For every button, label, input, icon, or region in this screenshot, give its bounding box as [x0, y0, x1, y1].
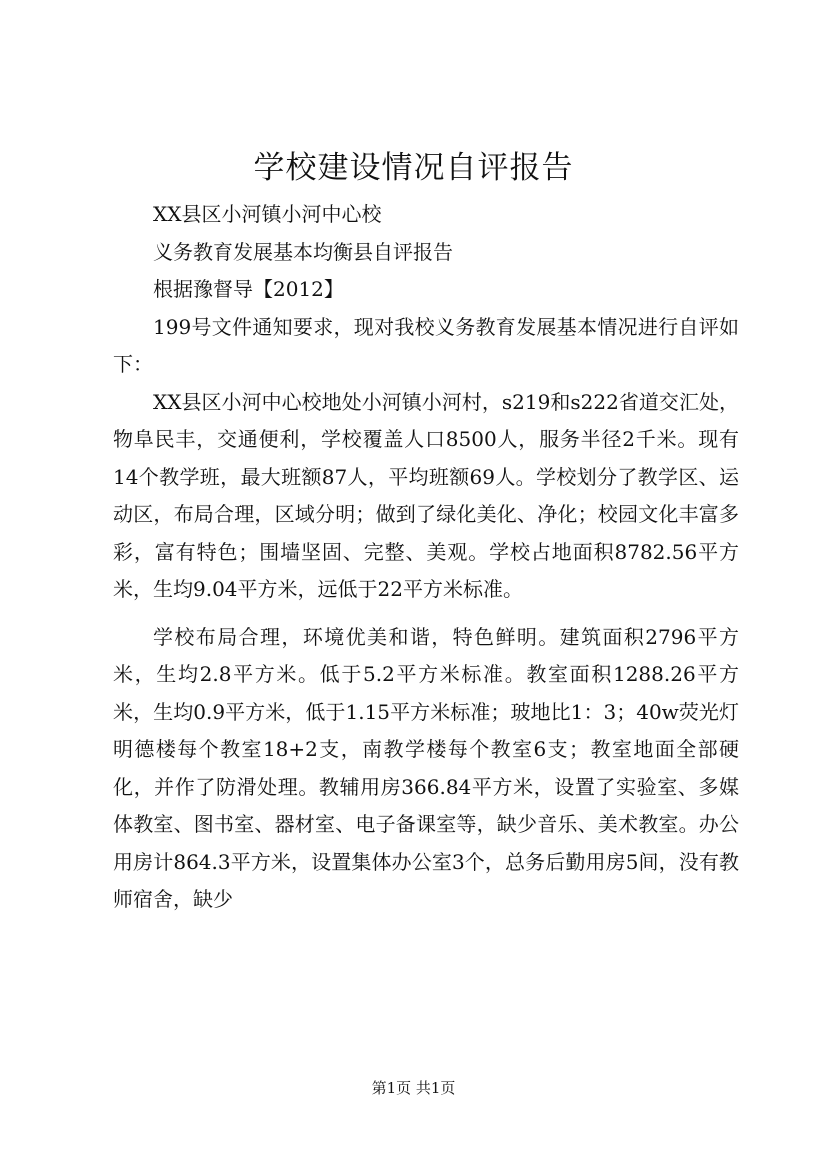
basis-line: 根据豫督导【2012】 [153, 277, 344, 301]
paragraph-gap [113, 609, 739, 619]
facilities-paragraph: 学校布局合理，环境优美和谐，特色鲜明。建筑面积2796平方米，生均2.8平方米。低于5.2平方米标准。教室面积1288.26平方米，生均0.9平方米，低于1.15平方米标准；玻地比1：3；40w荧光灯明德楼每个教室18+2支，南教学楼每个教室6支；教室地面全部硬化，并作了防滑处理。教辅用房366.84平方米，设置了实验室、多媒体教室、图书室、器材室、电子备课室等，缺少音乐、美术教室。办公用房计864.3平方米，设置集体办公室3个，总务后勤用房5间，没有教师宿舍，缺少 [113, 624, 739, 911]
report-subtitle-line: 义务教育发展基本均衡县自评报告 [153, 239, 453, 264]
school-name-line: XX县区小河镇小河中心校 [153, 202, 382, 226]
location-paragraph: XX县区小河中心校地处小河镇小河村，s219和s222省道交汇处，物阜民丰，交通便利，学校覆盖人口8500人，服务半径2千米。现有14个教学班，最大班额87人，平均班额69人。学校划分了教学区、运动区，布局合理，区域分明；做到了绿化美化、净化；校园文化丰富多彩，富有特色；围墙坚固、完整、美观。学校占地面积8782.56平方米，生均9.04平方米，远低于22平方米标准。 [113, 389, 739, 601]
page-footer: 第1页 共1页 [371, 1079, 456, 1097]
intro-paragraph: 199号文件通知要求，现对我校义务教育发展基本情况进行自评如下： [113, 314, 739, 376]
document-body [113, 196, 739, 919]
document-title: 学校建设情况自评报告 [253, 150, 574, 186]
